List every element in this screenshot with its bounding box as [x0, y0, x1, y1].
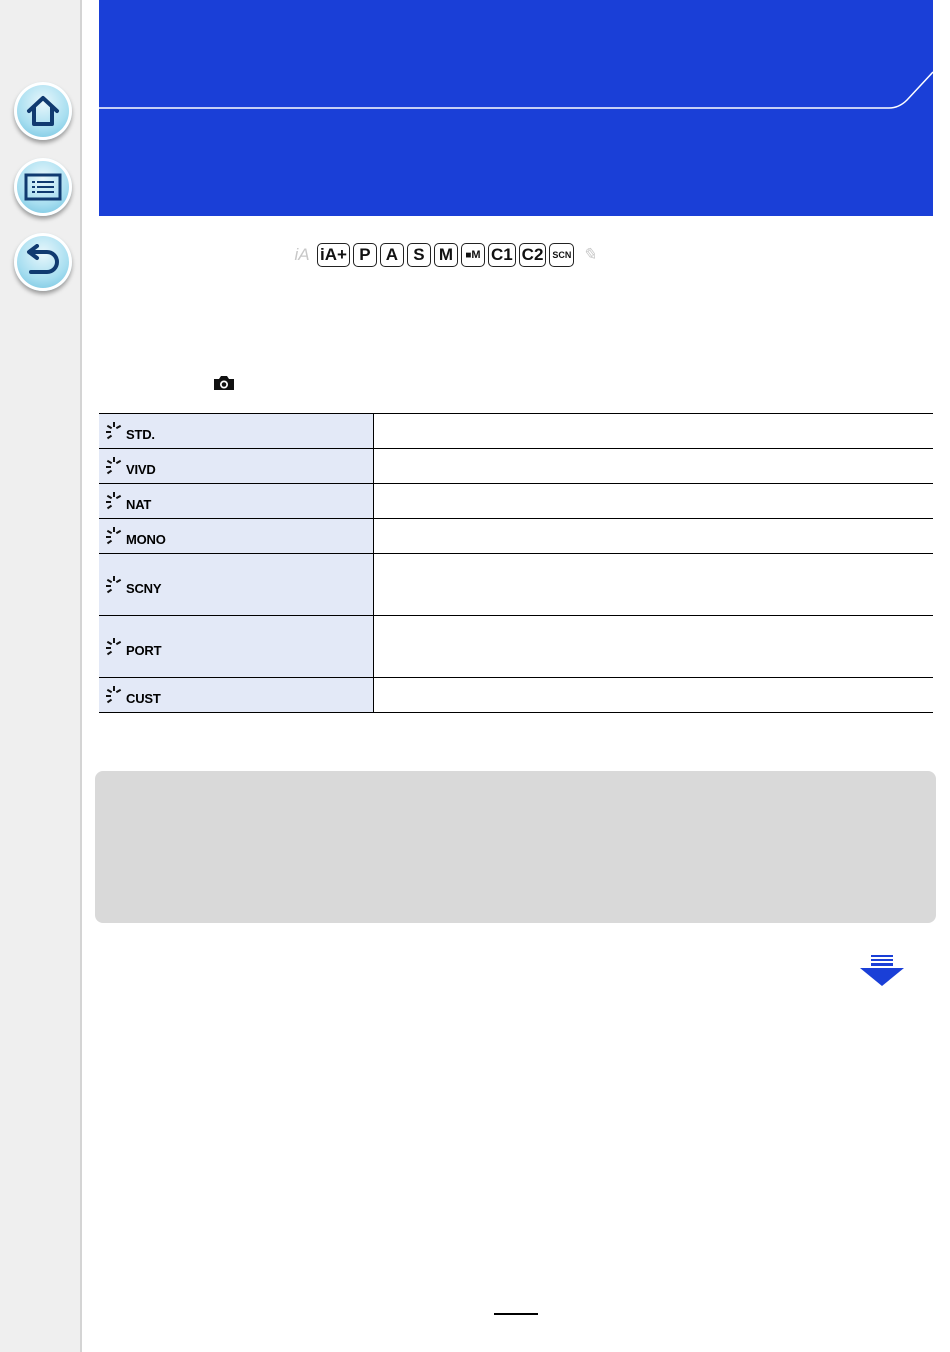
photo-style-table [99, 413, 933, 713]
photo-style-label: SCNY [126, 580, 162, 596]
photo-style-description [374, 616, 934, 678]
note-box [95, 771, 936, 923]
page-number-underline [494, 1313, 538, 1315]
header-divider-line [99, 0, 933, 216]
photo-style-cell [99, 554, 374, 616]
mode-badge: SCN [549, 243, 574, 267]
next-page-arrow-icon[interactable] [859, 953, 905, 994]
photo-style-cell [99, 616, 374, 678]
table-row [99, 414, 933, 449]
camera-icon [212, 374, 236, 397]
table-row [99, 616, 933, 678]
mode-badge [461, 243, 485, 267]
photo-style-icon [105, 456, 125, 476]
photo-style-description [374, 484, 934, 519]
creative-control-icon: ✎ [582, 245, 597, 264]
mode-badge: A [380, 243, 404, 267]
movie-camera-icon: ■ [465, 249, 472, 261]
mode-badge: iA [294, 245, 310, 264]
photo-style-label: MONO [126, 532, 166, 547]
contents-button[interactable] [14, 158, 72, 216]
mode-label: M [471, 249, 481, 261]
photo-style-description [374, 414, 934, 449]
applicable-modes [290, 243, 601, 267]
table-row [99, 554, 933, 616]
photo-style-cell [99, 484, 374, 519]
back-button[interactable] [14, 233, 72, 291]
mode-badge: iA+ [317, 243, 350, 267]
table-row [99, 519, 933, 554]
photo-style-icon [105, 526, 125, 546]
mode-badge: M [434, 243, 458, 267]
photo-style-label: PORT [126, 642, 162, 658]
mode-badge: C2 [519, 243, 547, 267]
photo-style-cell [99, 678, 374, 713]
photo-style-icon [105, 421, 125, 441]
photo-style-icon [105, 575, 125, 595]
photo-style-cell [99, 449, 374, 484]
home-icon [23, 91, 63, 131]
photo-style-icon [105, 491, 125, 511]
table-row [99, 678, 933, 713]
photo-style-description [374, 449, 934, 484]
home-button[interactable] [14, 82, 72, 140]
photo-style-icon [105, 685, 125, 705]
photo-style-label: VIVD [126, 462, 156, 477]
mode-badge [577, 243, 601, 267]
list-icon [23, 170, 63, 204]
page-header-banner [99, 0, 933, 216]
photo-style-label: NAT [126, 497, 152, 512]
photo-style-cell [99, 519, 374, 554]
photo-style-cell [99, 414, 374, 449]
mode-badge: P [353, 243, 377, 267]
return-arrow-icon [23, 244, 63, 280]
photo-style-label: CUST [126, 691, 161, 706]
mode-badge: S [407, 243, 431, 267]
photo-style-label: STD. [126, 427, 155, 442]
photo-style-icon [105, 637, 125, 657]
photo-style-description [374, 678, 934, 713]
table-row [99, 449, 933, 484]
table-row [99, 484, 933, 519]
photo-style-description [374, 519, 934, 554]
sidebar [0, 0, 82, 1352]
photo-style-description [374, 554, 934, 616]
mode-badge: C1 [488, 243, 516, 267]
